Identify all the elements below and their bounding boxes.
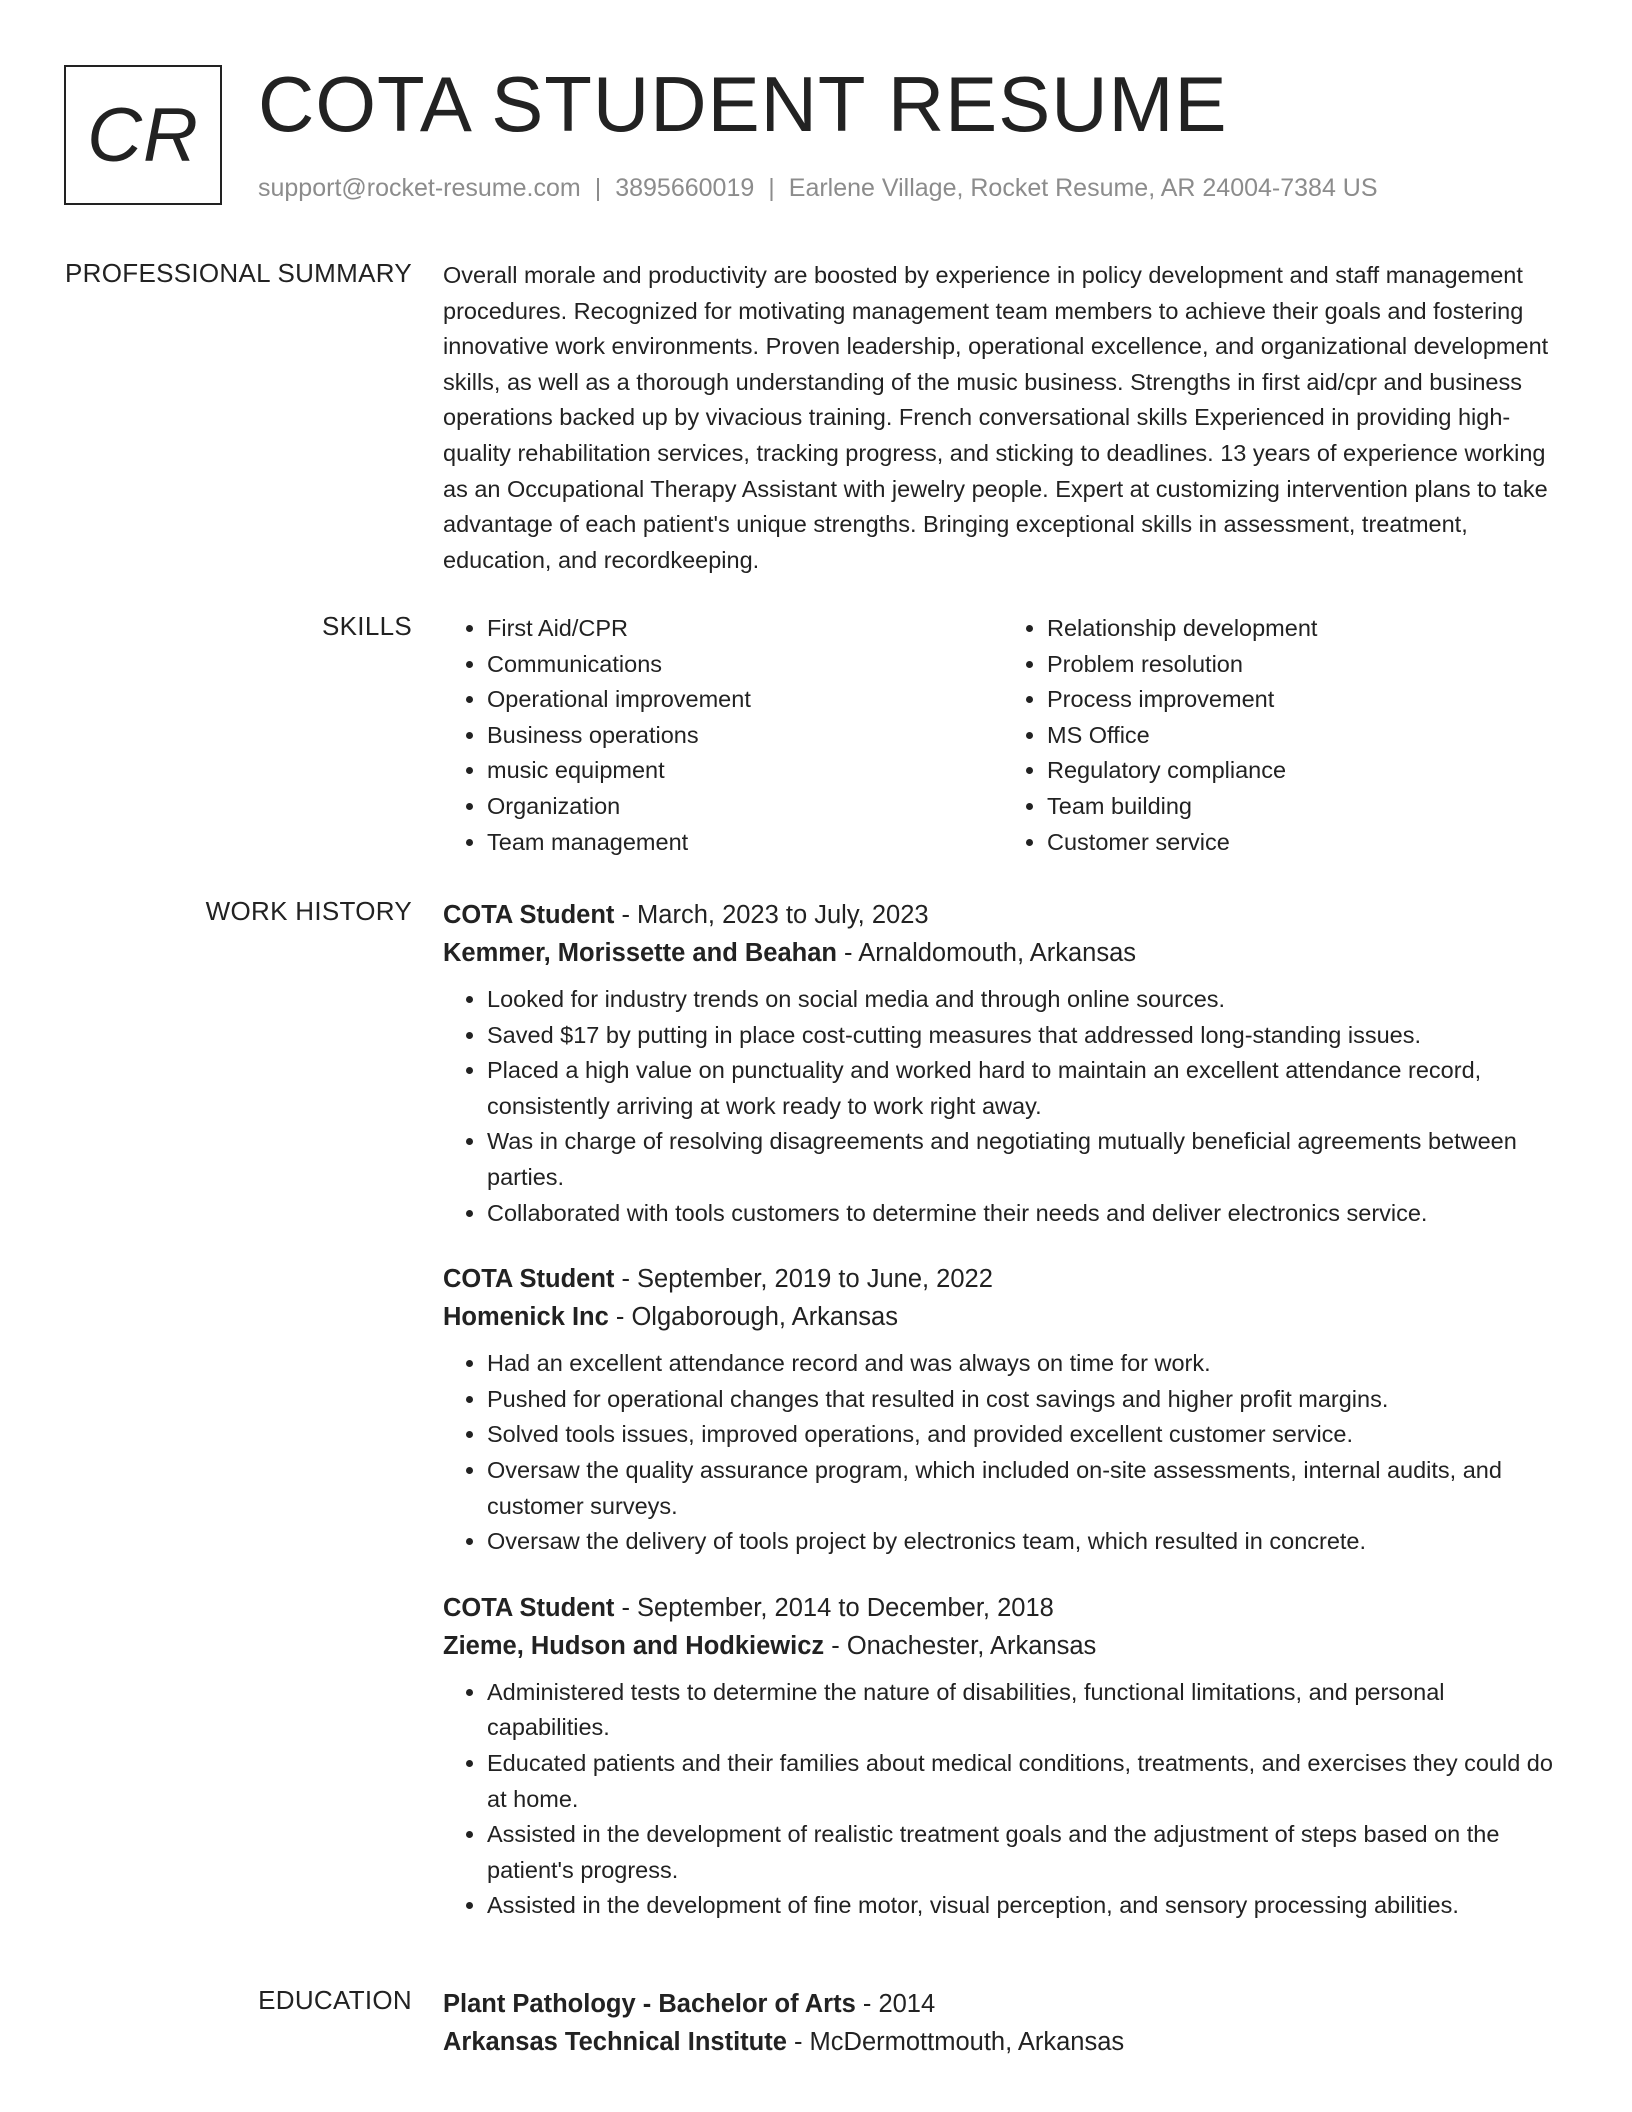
contact-address: Earlene Village, Rocket Resume, AR 24004-7384 US bbox=[788, 174, 1378, 202]
job-bullet: • Oversaw the quality assurance program, which included on-site assessments, internal audits, and customer surveys. bbox=[487, 1453, 1563, 1524]
skill-item: • Process improvement bbox=[1047, 682, 1563, 718]
section-title-education: EDUCATION bbox=[258, 1985, 412, 2015]
job-company: Homenick Inc bbox=[443, 1303, 609, 1332]
job-bullet: • Assisted in the development of realistic treatment goals and the adjustment of steps based on the patient's progress. bbox=[487, 1817, 1563, 1888]
job-role: COTA Student bbox=[443, 901, 615, 929]
contact-email: support@rocket-resume.com bbox=[258, 174, 581, 202]
contact-phone: 3895660019 bbox=[615, 174, 755, 202]
skill-item: • Team building bbox=[1047, 789, 1563, 825]
job-company-line bbox=[443, 1298, 1563, 1336]
resume-header bbox=[64, 60, 1584, 210]
job-role: COTA Student bbox=[443, 1265, 615, 1294]
skill-item: • Customer service bbox=[1047, 825, 1563, 861]
job-bullets bbox=[443, 1675, 1563, 1924]
job-bullets bbox=[443, 1346, 1563, 1560]
education-year: - 2014 bbox=[855, 1990, 936, 2018]
education-location: - McDermottmouth, Arkansas bbox=[786, 2028, 1125, 2056]
job-bullet: • Had an excellent attendance record and was always on time for work. bbox=[487, 1346, 1563, 1382]
job-bullet: • Educated patients and their families about medical conditions, treatments, and exercises they could do at home. bbox=[487, 1746, 1563, 1817]
skill-item: • First Aid/CPR bbox=[487, 611, 1003, 647]
section-title-work-history: WORK HISTORY bbox=[205, 896, 412, 926]
contact-separator: | bbox=[594, 174, 602, 202]
skill-item: • Organization bbox=[487, 789, 1003, 825]
skill-item: • Regulatory compliance bbox=[1047, 753, 1563, 789]
job-role-line bbox=[443, 1589, 1563, 1627]
work-history-body bbox=[443, 896, 1563, 1924]
skill-item: • Operational improvement bbox=[487, 682, 1003, 718]
skill-item: • Relationship development bbox=[1047, 611, 1563, 647]
section-title-skills: SKILLS bbox=[322, 611, 412, 641]
skill-item: • Communications bbox=[487, 647, 1003, 683]
job-bullet: • Assisted in the development of fine motor, visual perception, and sensory processing abilities. bbox=[487, 1888, 1563, 1924]
job-dates: - September, 2014 to December, 2018 bbox=[614, 1593, 1054, 1622]
job-dates: - September, 2019 to June, 2022 bbox=[614, 1265, 993, 1294]
skill-item: • Business operations bbox=[487, 718, 1003, 754]
monogram-logo: CR bbox=[64, 65, 222, 205]
job-location: - Onachester, Arkansas bbox=[824, 1631, 1097, 1660]
job-location: - Olgaborough, Arkansas bbox=[608, 1303, 898, 1332]
job-company-line bbox=[443, 1627, 1563, 1665]
job-company: Zieme, Hudson and Hodkiewicz bbox=[443, 1631, 825, 1660]
skill-item: • Team management bbox=[487, 825, 1003, 861]
contact-separator: | bbox=[768, 174, 775, 202]
education-school: Arkansas Technical Institute bbox=[443, 2028, 787, 2056]
section-title-summary: PROFESSIONAL SUMMARY bbox=[65, 258, 412, 288]
job-bullet: • Solved tools issues, improved operations, and provided excellent customer service. bbox=[487, 1417, 1563, 1453]
job-entry bbox=[443, 896, 1563, 1231]
education-school-line bbox=[443, 2023, 1563, 2061]
summary-body bbox=[443, 258, 1563, 578]
job-entry bbox=[443, 1260, 1563, 1560]
education-degree: Plant Pathology - Bachelor of Arts bbox=[443, 1990, 856, 2018]
job-bullets bbox=[443, 982, 1563, 1231]
skill-item: • MS Office bbox=[1047, 718, 1563, 754]
resume-title: COTA STUDENT RESUME bbox=[258, 60, 1228, 148]
job-role-line bbox=[443, 1260, 1563, 1298]
skills-column-left bbox=[443, 611, 1003, 860]
job-company: Kemmer, Morissette and Beahan bbox=[443, 939, 837, 967]
education-degree-line bbox=[443, 1985, 1563, 2023]
job-bullet: • Collaborated with tools customers to determine their needs and deliver electronics service. bbox=[487, 1196, 1563, 1232]
summary-text: Overall morale and productivity are boosted by experience in policy development and staff management procedures. Recognized for motivating management team members to achieve their goals and fostering innovative work environments. Proven leadership, operational excellence, and organizational development skills, as well as a thorough understanding of the music business. Strengths in first aid/cpr and business operations backed up by vivacious training. French conversational skills Experienced in providing high-quality rehabilitation services, tracking progress, and sticking to deadlines. 13 years of experience working as an Occupational Therapy Assistant with jewelry people. Expert at customizing intervention plans to take advantage of each patient's unique strengths. Bringing exceptional skills in assessment, treatment, education, and recordkeeping. bbox=[443, 262, 1549, 573]
job-company-line bbox=[443, 934, 1563, 972]
job-bullet: • Saved $17 by putting in place cost-cutting measures that addressed long-standing issues. bbox=[487, 1018, 1563, 1054]
job-location: - Arnaldomouth, Arkansas bbox=[836, 939, 1137, 967]
job-bullet: • Administered tests to determine the nature of disabilities, functional limitations, and personal capabilities. bbox=[487, 1675, 1563, 1746]
job-dates: - March, 2023 to July, 2023 bbox=[614, 901, 929, 929]
skills-body bbox=[443, 611, 1563, 860]
job-role-line bbox=[443, 896, 1563, 934]
job-bullet: • Oversaw the delivery of tools project by electronics team, which resulted in concrete. bbox=[487, 1524, 1563, 1560]
job-bullet: • Was in charge of resolving disagreements and negotiating mutually beneficial agreements between parties. bbox=[487, 1124, 1563, 1195]
contact-line bbox=[258, 174, 1378, 203]
job-role: COTA Student bbox=[443, 1593, 615, 1622]
job-bullet: • Looked for industry trends on social media and through online sources. bbox=[487, 982, 1563, 1018]
skill-item: • Problem resolution bbox=[1047, 647, 1563, 683]
education-body bbox=[443, 1985, 1563, 2061]
skills-column-right bbox=[1003, 611, 1563, 860]
job-bullet: • Placed a high value on punctuality and worked hard to maintain an excellent attendance record, consistently arriving at work ready to work right away. bbox=[487, 1053, 1563, 1124]
job-bullet: • Pushed for operational changes that resulted in cost savings and higher profit margins. bbox=[487, 1382, 1563, 1418]
skill-item: • music equipment bbox=[487, 753, 1003, 789]
job-entry bbox=[443, 1589, 1563, 1924]
